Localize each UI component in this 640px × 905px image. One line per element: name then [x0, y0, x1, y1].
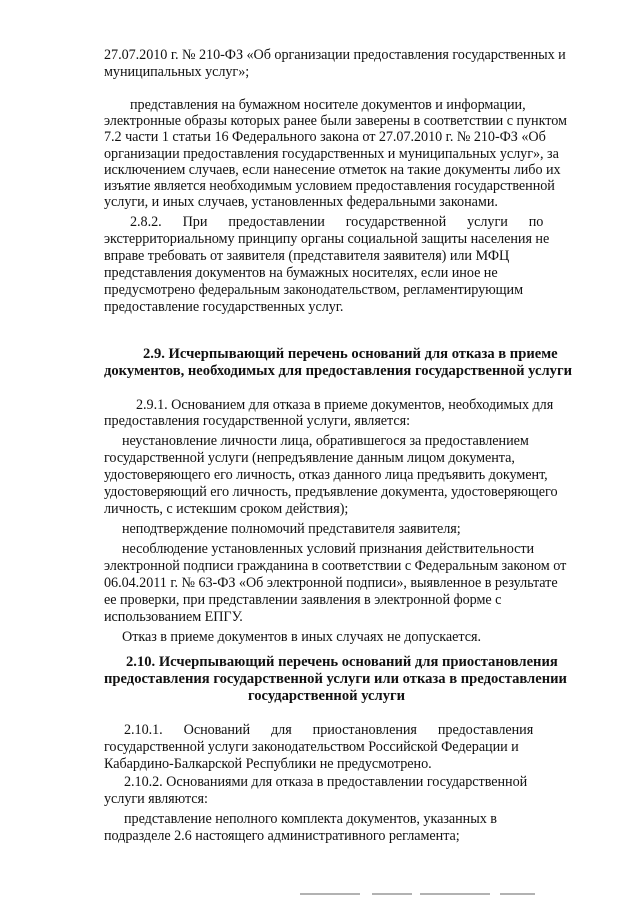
body-line: организации предоставления государственных и муниципальных услуг», за	[104, 146, 559, 162]
body-line: неустановление личности лица, обратившегося за предоставлением	[122, 433, 529, 449]
body-line: государственной услуги (непредъявление данным лицом документа,	[104, 450, 515, 466]
body-line: муниципальных услуг»;	[104, 64, 250, 80]
body-line: удостоверяющего его личность, отказ данного лица предъявить документ,	[104, 467, 548, 483]
body-line: исключением случаев, если нанесение отметок на такие документы либо их	[104, 162, 561, 178]
body-line: использованием ЕПГУ.	[104, 609, 243, 625]
body-line: 06.04.2011 г. № 63-ФЗ «Об электронной подписи», выявленное в результате	[104, 575, 558, 591]
body-line: Кабардино-Балкарской Республики не предусмотрено.	[104, 756, 432, 772]
body-line: 2.8.2. При предоставлении государственной услуги по	[130, 214, 544, 230]
body-line: услуги, и иных случаев, установленных федеральными законами.	[104, 194, 498, 210]
body-line: изъятие является необходимым условием предоставления государственной	[104, 178, 555, 194]
body-line: представление неполного комплекта документов, указанных в	[124, 811, 497, 827]
body-line: личность, с истекшим сроком действия);	[104, 501, 349, 517]
body-line: 2.10.2. Основаниями для отказа в предоставлении государственной	[124, 774, 528, 790]
body-line: удостоверяющий его личность, предъявление документа, удостоверяющего	[104, 484, 558, 500]
body-line: представления на бумажном носителе документов и информации,	[130, 97, 526, 113]
body-line: предусмотрено федеральным законодательством, регламентирующим	[104, 282, 524, 298]
body-line: Отказ в приеме документов в иных случаях не допускается.	[122, 629, 481, 645]
section-heading: 2.10. Исчерпывающий перечень оснований для приостановления	[126, 654, 558, 670]
body-line: подразделе 2.6 настоящего административного регламента;	[104, 828, 460, 844]
body-line: ее проверки, при представлении заявления в электронной форме с	[104, 592, 502, 608]
section-heading: государственной услуги	[248, 688, 406, 704]
body-line: предоставления государственной услуги, является:	[104, 413, 410, 429]
scan-artifact	[500, 893, 535, 895]
section-heading: документов, необходимых для предоставления государственной услуги	[104, 363, 572, 379]
body-line: неподтверждение полномочий представителя заявителя;	[122, 521, 461, 537]
body-line: 2.10.1. Оснований для приостановления предоставления	[124, 722, 534, 738]
body-line: электронные образы которых ранее были заверены в соответствии с пунктом	[104, 113, 567, 129]
body-line: несоблюдение установленных условий признания действительности	[122, 541, 535, 557]
body-line: 2.9.1. Основанием для отказа в приеме документов, необходимых для	[136, 397, 554, 413]
body-line: электронной подписи гражданина в соответствии с Федеральным законом от	[104, 558, 567, 574]
body-line: государственной услуги законодательством Российской Федерации и	[104, 739, 519, 755]
scan-artifact	[420, 893, 490, 895]
body-line: представления документов на бумажных носителях, если иное не	[104, 265, 498, 281]
body-line: услуги являются:	[104, 791, 208, 807]
body-line: вправе требовать от заявителя (представителя заявителя) или МФЦ	[104, 248, 510, 264]
scan-artifact	[300, 893, 360, 895]
section-heading: 2.9. Исчерпывающий перечень оснований для отказа в приеме	[143, 346, 558, 362]
scan-artifact	[372, 893, 412, 895]
body-line: предоставление государственных услуг.	[104, 299, 344, 315]
section-heading: предоставления государственной услуги или отказа в предоставлении	[104, 671, 567, 687]
body-line: экстерриториальному принципу органы социальной защиты населения не	[104, 231, 550, 247]
body-line: 7.2 части 1 статьи 16 Федерального закона от 27.07.2010 г. № 210-ФЗ «Об	[104, 129, 546, 145]
body-line: 27.07.2010 г. № 210-ФЗ «Об организации предоставления государственных и	[104, 47, 566, 63]
